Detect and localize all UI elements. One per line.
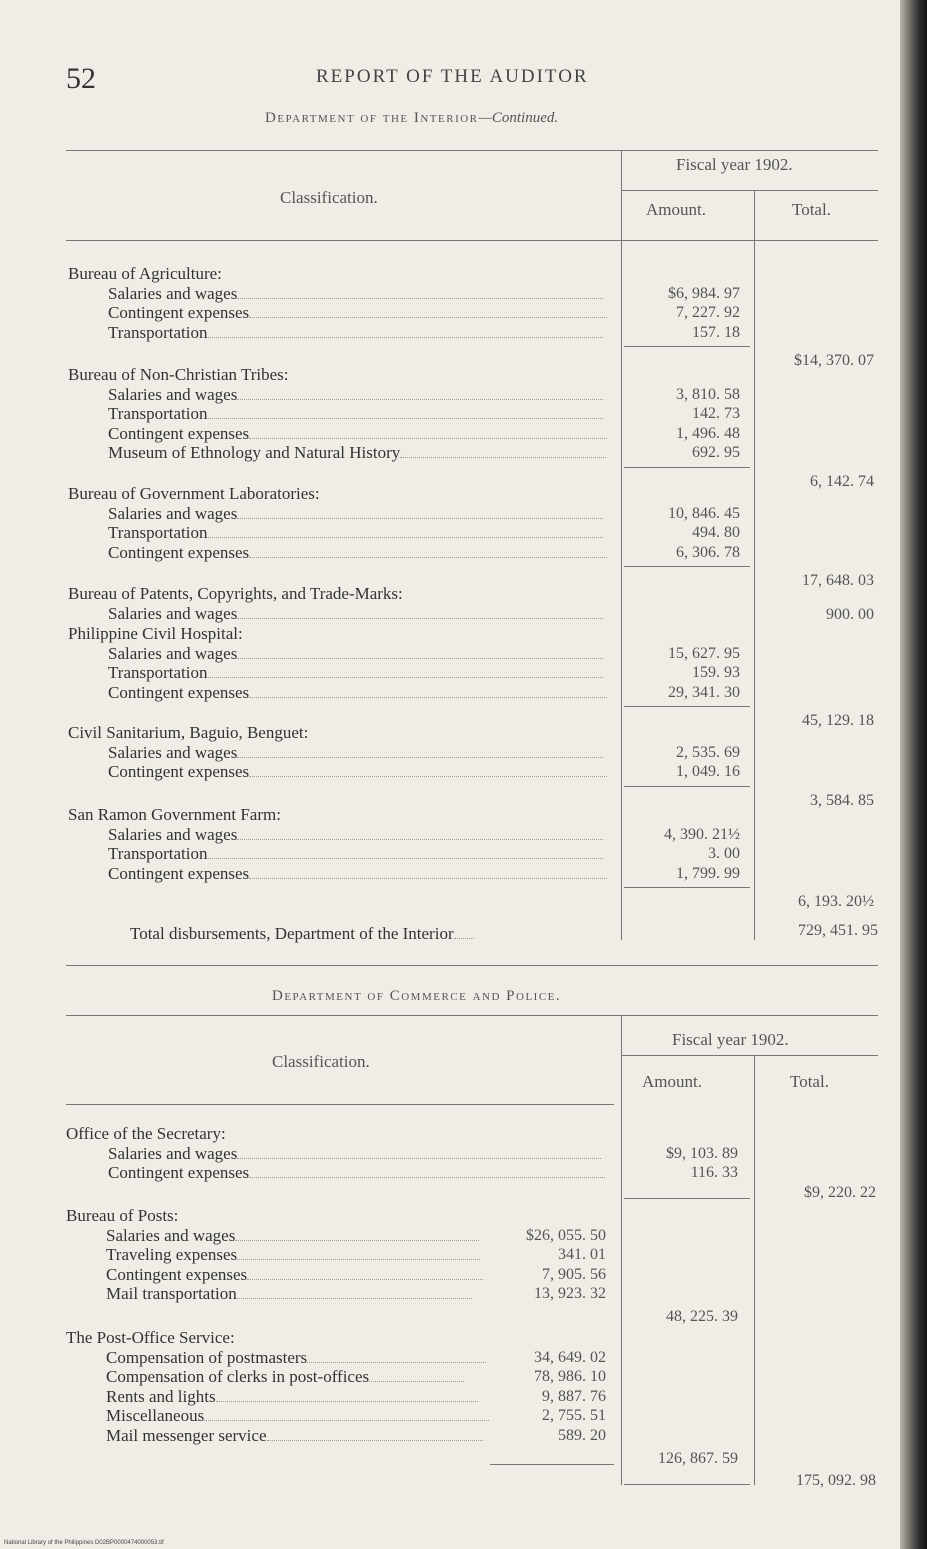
footer-stamp: National Library of the Philippines D02BP0000474000053.tif [4,1540,164,1546]
line-item-text: Contingent expenses [108,303,250,322]
column-divider [754,190,755,940]
amount-value: 4, 390. 21½ [664,825,740,843]
sub-amount-value: 9, 887. 76 [542,1387,606,1405]
line-item [106,1426,483,1446]
line-item-text: Contingent expenses [106,1264,248,1284]
line-item [108,543,607,563]
line-item [108,743,603,763]
group-heading: The Post-Office Service: [66,1328,235,1347]
amount-value: 29, 341. 30 [668,683,740,701]
line-item-text: Miscellaneous [106,1406,205,1425]
dot-leader [237,757,602,758]
group-heading: Bureau of Non-Christian Tribes: [68,365,289,384]
dot-leader [400,457,606,458]
line-item [106,1265,483,1285]
dot-leader [204,1420,489,1421]
line-item [108,385,603,405]
amount-header: Amount. [642,1072,702,1091]
line-item [108,1144,601,1164]
group-heading: Bureau of Agriculture: [68,264,222,283]
subtotal-rule [624,887,750,888]
dot-leader [237,1298,473,1299]
column-divider [621,150,622,940]
subtotal-rule [624,786,750,787]
dot-leader [237,658,602,659]
line-item-text: Compensation of clerks in post-offices [106,1367,370,1386]
amount-value: 1, 049. 16 [676,763,740,780]
line-item [106,1226,479,1246]
line-item [106,1387,478,1407]
line-item [108,323,603,343]
dot-leader [249,438,607,439]
line-item-text: Contingent expenses [108,542,250,562]
line-item-text: Salaries and wages [108,603,238,623]
line-item [106,1367,464,1387]
column-divider [754,1055,755,1485]
fiscal-year-header: Fiscal year 1902. [672,1030,789,1049]
line-item-text: Contingent expenses [108,863,250,883]
line-item [108,683,607,703]
sub-amount-value: 341. 01 [558,1246,606,1263]
dot-leader [208,537,604,538]
total-header: Total. [790,1072,829,1091]
line-item-text: Transportation [108,523,208,542]
dot-leader [237,618,602,619]
amount-value: 692. 95 [692,444,740,461]
line-item-text: Salaries and wages [108,384,238,404]
rule [66,965,878,966]
rule [622,190,878,191]
total-value: 17, 648. 03 [802,572,874,589]
dot-leader [235,1240,478,1241]
dot-leader [237,839,602,840]
sub-amount-value: 78, 986. 10 [534,1368,606,1385]
line-item [108,303,607,323]
line-item-text: Transportation [108,404,208,423]
dot-leader [369,1381,464,1382]
line-item [106,1245,480,1265]
subtotal-rule [624,346,750,347]
page-number: 52 [66,62,96,95]
total-value: 6, 193. 20½ [798,893,874,910]
line-item [108,523,603,543]
interior-title: Department of the Interior—Continued. [265,110,559,126]
group-heading: Office of the Secretary: [66,1124,226,1143]
classification-header: Classification. [280,188,378,207]
dot-leader [208,858,604,859]
sub-amount-value: 7, 905. 56 [542,1265,606,1283]
total-value: 900. 00 [826,605,874,623]
rule [66,1104,614,1105]
amount-value: 2, 535. 69 [676,743,740,761]
dot-leader [216,1401,478,1402]
line-item-text: Compensation of postmasters [106,1347,308,1367]
dot-leader [237,1259,480,1260]
line-item-text: Salaries and wages [108,1143,238,1163]
line-item-text: Museum of Ethnology and Natural History [108,443,401,462]
dot-leader [267,1440,484,1441]
line-item [108,424,607,444]
line-item-text: Contingent expenses [108,762,250,781]
total-value: $14, 370. 07 [794,352,874,369]
fiscal-year-header: Fiscal year 1902. [676,155,793,174]
dot-leader [208,337,604,338]
amount-value: 142. 73 [692,405,740,422]
amount-value: 1, 496. 48 [676,424,740,442]
subtotal-rule [624,1198,750,1199]
dot-leader [249,317,607,318]
line-item [108,844,603,864]
amount-value: 3. 00 [708,845,740,862]
line-item [108,443,606,463]
commerce-title: Department of Commerce and Police. [272,988,562,1004]
group-heading: Civil Sanitarium, Baguio, Benguet: [68,723,309,742]
rule [66,240,878,241]
line-item-text: Salaries and wages [108,283,238,303]
line-item-text: Salaries and wages [106,1225,236,1245]
total-header: Total. [792,200,831,219]
line-item-text: Rents and lights [106,1386,216,1406]
total-value: $9, 220. 22 [804,1184,876,1201]
dot-leader [307,1362,486,1363]
dot-leader [208,677,604,678]
dot-leader [249,697,607,698]
group-heading: Bureau of Posts: [66,1206,179,1225]
subtotal-rule [490,1464,614,1465]
sub-amount-value: 2, 755. 51 [542,1407,606,1424]
amount-value: 10, 846. 45 [668,504,740,522]
group-heading: Bureau of Patents, Copyrights, and Trade-Marks: [68,584,403,603]
line-item [108,604,603,624]
line-item [108,1163,605,1183]
group-heading: San Ramon Government Farm: [68,805,281,824]
line-item-text: Contingent expenses [108,423,250,443]
line-item-text: Transportation [108,844,208,863]
sub-amount-value: 589. 20 [558,1426,606,1444]
dot-leader [249,776,607,777]
amount-value: 159. 93 [692,664,740,681]
running-head: REPORT OF THE AUDITOR [316,66,589,87]
line-item-text: Salaries and wages [108,742,238,762]
subtotal-rule [624,566,750,567]
line-item [106,1284,472,1304]
subtotal-rule [624,706,750,707]
line-item-text: Salaries and wages [108,824,238,844]
dot-leader [249,557,607,558]
column-divider [621,1015,622,1485]
line-item [106,1348,486,1368]
grand-total-value: 729, 451. 95 [798,922,878,939]
amount-value: 15, 627. 95 [668,644,740,662]
rule [66,150,878,151]
grand-total-label: Total disbursements, Department of the Interior [130,924,474,944]
dot-leader [249,878,607,879]
total-value: 3, 584. 85 [810,791,874,809]
line-item-text: Mail messenger service [106,1425,267,1445]
line-item-text: Salaries and wages [108,643,238,663]
line-item-text: Salaries and wages [108,503,238,523]
rule [66,1015,878,1016]
group-heading: Bureau of Government Laboratories: [68,484,320,503]
subtotal-rule [624,467,750,468]
amount-value: 7, 227. 92 [676,304,740,321]
amount-value: 157. 18 [692,323,740,341]
line-item [108,404,603,424]
line-item-text: Traveling expenses [106,1245,238,1264]
rule [622,1055,878,1056]
amount-value: 1, 799. 99 [676,864,740,882]
amount-value: $9, 103. 89 [666,1144,738,1162]
line-item [108,644,603,664]
amount-value: 126, 867. 59 [658,1450,738,1467]
line-item [108,284,603,304]
amount-value: 116. 33 [690,1164,738,1181]
subtotal-rule [624,1484,750,1485]
amount-value: 3, 810. 58 [676,385,740,403]
dot-leader [249,1177,605,1178]
dot-leader [247,1279,483,1280]
dot-leader [237,399,602,400]
total-value: 175, 092. 98 [796,1472,876,1489]
dot-leader [237,298,602,299]
sub-amount-value: 34, 649. 02 [534,1348,606,1366]
amount-value: 48, 225. 39 [666,1308,738,1325]
total-value: 45, 129. 18 [802,712,874,729]
amount-value: 6, 306. 78 [676,543,740,561]
line-item [108,762,607,782]
dot-leader [208,418,604,419]
sub-amount-value: 13, 923. 32 [534,1285,606,1302]
amount-header: Amount. [646,200,706,219]
classification-header: Classification. [272,1052,370,1071]
line-item-text: Contingent expenses [108,682,250,702]
group-heading: Philippine Civil Hospital: [68,624,243,643]
dot-leader [237,1158,600,1159]
line-item [108,504,603,524]
line-item [108,825,603,845]
line-item-text: Transportation [108,663,208,682]
amount-value: 494. 80 [692,524,740,541]
line-item-text: Contingent expenses [108,1163,250,1182]
line-item [106,1406,489,1426]
total-value: 6, 142. 74 [810,472,874,490]
line-item [108,864,607,884]
sub-amount-value: $26, 055. 50 [526,1226,606,1244]
amount-value: $6, 984. 97 [668,284,740,302]
line-item-text: Mail transportation [106,1284,237,1303]
dot-leader [237,518,602,519]
line-item-text: Transportation [108,322,208,342]
line-item [108,663,603,683]
book-spine [900,0,927,1549]
